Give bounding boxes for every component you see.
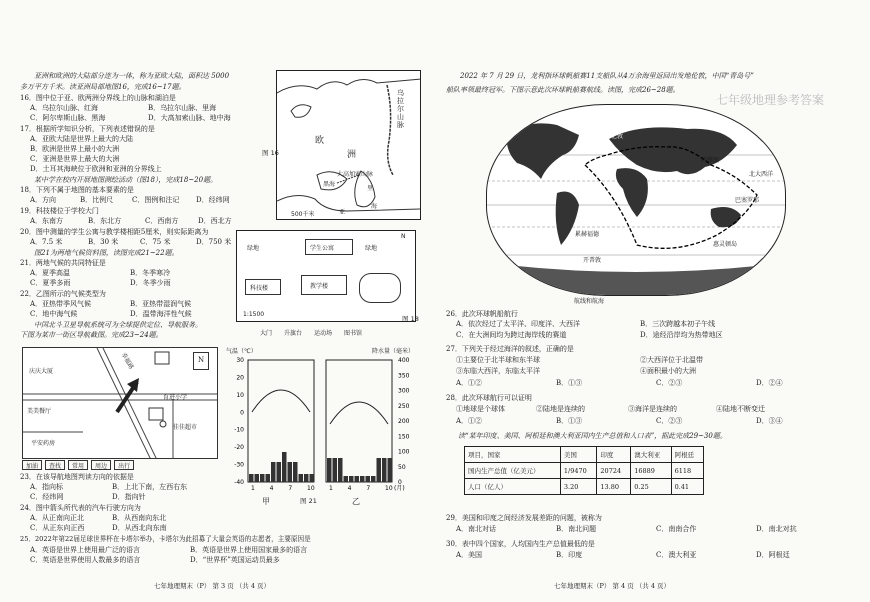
nav-btn-refuel[interactable]: 加油 — [22, 460, 42, 470]
precip-bar — [388, 458, 393, 482]
table-cell: 13.80 — [597, 479, 631, 495]
q26-b: B．三次跨越本初子午线 — [640, 320, 716, 328]
nav-label-road: 幸福路 — [119, 351, 135, 371]
table-header: 印度 — [597, 447, 631, 463]
q17-a: A．亚欧大陆是世界上最大的大陆 — [30, 135, 134, 143]
q28-o4: ④陆地不断变迁 — [716, 405, 765, 413]
fig21-caption: 图 21 — [300, 497, 317, 505]
q20-stem: 20．图中测量的学生公寓与教学楼相距5厘米，则实际距离为 — [20, 228, 209, 236]
q30-c: C．澳大利亚 — [656, 551, 697, 559]
q23-intro-1: 中国北斗卫星导航系统可为全球提供定位、导航服务。 — [34, 321, 202, 329]
q23-d: D．指向针 — [112, 493, 146, 501]
precip-bar — [338, 458, 343, 482]
q23-stem: 23．在该导航地图判读方向的依据是 — [20, 473, 134, 481]
q20-d: D．750 米 — [196, 238, 232, 246]
precip-bar — [333, 458, 338, 482]
q28-d: D．③④ — [756, 417, 783, 425]
intro-line-1: 亚洲和欧洲的大陆部分连为一体，称为亚欧大陆，面积达 5000 — [34, 72, 230, 80]
q23-b: B．上北下南，左西右东 — [112, 483, 188, 491]
precip-bar — [304, 474, 309, 482]
fig21-temp-label: 气温（℃） — [226, 348, 257, 355]
fig18-caption: 图 18 — [402, 315, 419, 323]
table-cell: 人口（亿人） — [465, 479, 561, 495]
q27-b: B．①③ — [556, 379, 583, 387]
q19-d: D．西北方 — [198, 217, 232, 225]
q24-b: B．从西南向东北 — [112, 514, 167, 522]
temp-tick-label: 30 — [236, 357, 244, 364]
nav-label-yujin: 育进小学 — [163, 394, 188, 401]
month-unit-label: (月) — [394, 485, 405, 492]
table-cell: 国内生产总值（亿美元） — [465, 463, 561, 479]
q28-c: C．②③ — [656, 417, 683, 425]
table-cell: 20724 — [597, 463, 631, 479]
fig18-dorm-box — [305, 239, 353, 255]
precip-bar — [260, 474, 265, 482]
q26-c: C．在大洲间均为跨过海岸线的赛道 — [456, 331, 567, 339]
q23-c: C．经纬网 — [30, 493, 64, 501]
q27-c: C．②③ — [656, 379, 683, 387]
fig16-europe-2: 洲 — [347, 150, 357, 160]
precip-bar — [293, 462, 298, 482]
fig18-legend-gate: 大门 — [260, 330, 273, 337]
q22-a: A．亚热带季风气候 — [30, 300, 92, 308]
fig16-europe-1: 欧 — [315, 136, 325, 146]
q28-o1: ①地球是个球体 — [456, 405, 505, 413]
q29-c: C．南南合作 — [656, 525, 697, 533]
temp-tick-label: 0 — [240, 409, 244, 417]
fig18-legend-library: 图书馆 — [344, 330, 363, 337]
direction-arrow-icon — [113, 376, 143, 416]
q26-d: D．途经沿岸均为热带地区 — [640, 331, 723, 339]
right-footer: 七年地理期末（P） 第 4 页 （共 4 页） — [554, 582, 671, 590]
precip-bar — [349, 476, 354, 482]
table-header: 项目，国家 — [465, 447, 561, 463]
q29-b: B．南北问题 — [556, 525, 597, 533]
nav-btn-trip[interactable]: 出行 — [114, 460, 134, 470]
map-label-harbour: 累赫福德 — [575, 231, 600, 238]
q21-intro: 图21为两地气候资料图，读图完成21~22题。 — [34, 249, 179, 257]
fig21-name-jia: 甲 — [262, 497, 270, 506]
q19-stem: 19．科技楼位于学校大门 — [20, 207, 99, 215]
temp-tick-label: -30 — [234, 461, 244, 469]
fig18-legend-track: 运动场 — [314, 330, 333, 337]
nav-label-qingqing: 庆庆大厦 — [29, 368, 54, 375]
table-cell: 0.41 — [671, 479, 703, 495]
nav-toolbar — [22, 460, 218, 470]
fig16-blacksea-label: 黑海 — [323, 181, 336, 188]
month-tick-label: 7 — [288, 485, 293, 492]
precip-bar — [266, 474, 271, 482]
precip-bar — [299, 474, 304, 482]
fig16-map — [276, 70, 421, 220]
q16-b: B．乌拉尔山脉、里海 — [148, 104, 217, 112]
table-header: 美国 — [560, 447, 597, 463]
q30-d: D．阿根廷 — [756, 551, 790, 559]
q29-stem: 29．美国和印度之间经济发展差距的问题，被称为 — [446, 514, 602, 522]
nav-label-pingan: 平安药房 — [31, 440, 56, 447]
fig16-scale-label: 500千米 — [291, 211, 315, 218]
rain-tick-label: 150 — [398, 433, 410, 441]
month-tick-label: 4 — [347, 485, 352, 492]
q19-a: A．东南方 — [30, 217, 64, 225]
precip-bar — [344, 476, 349, 482]
rain-tick-label: 350 — [398, 372, 410, 380]
map-label-sydney: 惠灵顿岛 — [713, 241, 738, 248]
map-label-seattle: 西雅图 — [701, 157, 720, 164]
rain-tick-label: 300 — [398, 387, 410, 395]
q17-b: B．欧洲是世界上最小的大洲 — [30, 145, 120, 153]
precip-bar — [277, 462, 282, 482]
precip-bar — [355, 476, 360, 482]
fig18-green-2: 绿地 — [365, 245, 378, 252]
q18-c: C．图例和注记 — [132, 196, 180, 204]
q25-b: B．英语是世界上使用国家最多的语言 — [190, 546, 308, 554]
q19-b: B．东北方 — [88, 217, 122, 225]
table-cell: 0.25 — [631, 479, 671, 495]
map-legend: 航线和航海 — [574, 298, 605, 305]
table-header: 澳大利亚 — [631, 447, 671, 463]
fig18-scale: 1:1500 — [243, 311, 265, 318]
rain-tick-label: 400 — [398, 357, 410, 364]
q17-c: C．亚洲是世界上最大的大洲 — [30, 155, 120, 163]
q17-d: D．土耳其海峡位于欧洲和亚洲的分界线上 — [30, 165, 162, 173]
map-label-capetown: 开普敦 — [583, 257, 602, 264]
world-route-map — [486, 104, 786, 296]
precip-bar — [249, 474, 254, 482]
fig16-caption: 图 16 — [262, 149, 279, 157]
temp-tick-label: -10 — [234, 426, 244, 434]
fig18-dorm-label: 学生公寓 — [310, 245, 335, 252]
table-cell: 1/9470 — [560, 463, 597, 479]
table-row — [465, 479, 704, 495]
fig18-plan — [236, 230, 416, 322]
fig16-caspian-2: 海 — [371, 203, 378, 210]
precip-bar — [288, 462, 293, 482]
fig16-asia-label: 亚 — [339, 209, 346, 216]
q21-c: C．夏季多雨 — [30, 279, 71, 287]
rain-tick-label: 50 — [398, 463, 406, 471]
table-header-row — [465, 447, 704, 463]
north-arrow-icon: N — [193, 352, 209, 370]
q20-b: B．30 米 — [88, 238, 119, 246]
temperature-curve — [330, 402, 388, 424]
temp-tick-label: -40 — [234, 479, 244, 486]
q29-a: A．南北对话 — [456, 525, 497, 533]
q27-o2: ②大西洋位于北温带 — [640, 356, 703, 364]
fig18-legend — [260, 328, 362, 337]
table-cell: 6118 — [671, 463, 703, 479]
fig16-ural-label: 乌拉尔山脉 — [397, 89, 404, 129]
rain-tick-label: 200 — [398, 418, 410, 425]
q22-b: B．亚热带湿润气候 — [130, 300, 192, 308]
q18-a: A．方向 — [30, 196, 57, 204]
q18-stem: 18．下列不属于地图的基本要素的是 — [20, 186, 134, 194]
q24-c: C．从正东向正西 — [30, 524, 85, 532]
q24-stem: 24．图中箭头所代表的汽车行驶方向为 — [20, 504, 141, 512]
q29-d: D．南北对抗 — [756, 525, 797, 533]
q19-c: C．西南方 — [145, 217, 179, 225]
precip-bar — [366, 476, 371, 482]
q20-a: A．7.5 米 — [30, 238, 63, 246]
fig18-green-1: 绿地 — [247, 245, 260, 252]
rain-tick-label: 250 — [398, 402, 410, 410]
nav-btn-search[interactable]: 查找 — [45, 460, 65, 470]
q30-a: A．美国 — [456, 551, 483, 559]
precip-bar — [371, 476, 376, 482]
precip-bar — [360, 476, 365, 482]
q25-a: A．英语是世界上使用最广泛的语言 — [30, 546, 141, 554]
month-tick-label: 7 — [366, 485, 371, 492]
precip-bar — [382, 458, 387, 482]
q21-b: B．冬季寒冷 — [130, 269, 171, 277]
fig18-tech-label: 科技楼 — [250, 285, 269, 292]
q18-b: B．比例尺 — [80, 196, 114, 204]
q28-stem: 28．此次环球航行可以证明 — [446, 394, 532, 402]
map-label-north-atlantic: 北大西洋 — [749, 171, 774, 178]
q17-stem: 17．根据所学知识分析，下列表述错误的是 — [20, 125, 155, 133]
month-tick-label: 1 — [329, 485, 333, 492]
nav-map-figure — [22, 347, 218, 459]
q27-o3: ③东临大西洋，东临太平洋 — [456, 367, 540, 375]
q24-a: A．从正南向正北 — [30, 514, 85, 522]
q25-d: D．“世界杯”英国运动员最多 — [190, 556, 280, 564]
q21-stem: 21．两地气候的共同特征是 — [20, 259, 106, 267]
table-header: 阿根廷 — [671, 447, 703, 463]
q22-d: D．温带海洋性气候 — [130, 310, 192, 318]
precip-bar — [310, 474, 315, 482]
q16-d: D．大高加索山脉、地中海 — [148, 114, 231, 122]
q27-o4: ④面积最小的大洲 — [640, 367, 696, 375]
q26-stem: 26．此次环球帆船航行 — [446, 310, 518, 318]
q28-a: A．①② — [456, 417, 483, 425]
month-tick-label: 10 — [385, 485, 393, 492]
intro-line-2: 多万平方千米。读亚洲局部地图16，完成16~17题。 — [20, 83, 186, 91]
q30-b: B．印度 — [556, 551, 583, 559]
fig18-north-icon: N — [401, 233, 406, 240]
q29-intro: 读“某年印度、美国、阿根廷和澳大利亚国内生产总值和人口表”，据此完成29~30题。 — [458, 432, 727, 440]
table-cell: 16889 — [631, 463, 671, 479]
q23-a: A．指向标 — [30, 483, 64, 491]
month-tick-label: 1 — [251, 485, 255, 492]
fig18-teach-box — [301, 275, 347, 295]
q25-c: C．英语是世界使用人数最多的语言 — [30, 556, 141, 564]
nav-btn-common[interactable]: 常用 — [68, 460, 88, 470]
fig16-caspian-1: 里 — [367, 185, 374, 192]
fig18-tech-box — [245, 279, 281, 295]
q18-intro: 某中学在校内开展地图测绘活动（图18），完成18~20题。 — [34, 176, 218, 184]
map-label-barcelona: 巴塞罗那 — [735, 197, 760, 204]
precip-bar — [255, 474, 260, 482]
temp-tick-label: 20 — [236, 374, 244, 382]
temperature-curve — [252, 390, 310, 412]
precip-bar — [327, 458, 332, 482]
q28-b: B．①③ — [556, 417, 583, 425]
precip-bar — [271, 462, 276, 482]
q16-c: C．阿尔卑斯山脉、黑海 — [30, 114, 106, 122]
fig16-caucasus-label: 大高加索山脉 — [337, 171, 374, 178]
precip-bar — [377, 458, 382, 482]
q25-stem: 25．2022年第22届足球世界杯在卡塔尔举办，卡塔尔为此招募了大量会英语的志愿者，主要原因是 — [20, 535, 311, 543]
temp-tick-label: 10 — [236, 391, 244, 399]
q27-stem: 27．下列关于经过海洋的叙述，正确的是 — [446, 345, 574, 353]
q21-d: D．冬季少雨 — [130, 279, 171, 287]
nav-btn-nearby[interactable]: 周边 — [91, 460, 111, 470]
map-label-london: 伦敦 — [611, 133, 624, 140]
table-row — [465, 463, 704, 479]
fig21-climate-chart — [226, 354, 426, 494]
fig21-name-yi: 乙 — [352, 497, 360, 506]
month-tick-label: 4 — [269, 485, 274, 492]
fig18-track-icon — [359, 273, 401, 303]
q16-stem: 16．图中位于亚、欧两洲分界线上的山脉和湖泊是 — [20, 94, 176, 102]
left-footer: 七年地理期末（P） 第 3 页 （共 4 页） — [154, 582, 271, 590]
gdp-table — [464, 446, 704, 495]
q27-a: A．①② — [456, 379, 483, 387]
fig18-legend-flag: 升旗台 — [284, 330, 303, 337]
q23-intro-2: 下图为某市一街区导航截图。完成23~24题。 — [20, 331, 163, 339]
q26-a: A．依次经过了太平洋、印度洋、大西洋 — [456, 320, 581, 328]
q27-o1: ①主要位于北半球和东半球 — [456, 356, 540, 364]
nav-label-jiajia: 佳佳超市 — [173, 424, 198, 431]
fig18-teach-label: 教学楼 — [310, 283, 329, 290]
q30-stem: 30．表中四个国家，人均国内生产总值最低的是 — [446, 540, 595, 548]
q28-o3: ③海洋是连续的 — [628, 405, 677, 413]
table-cell: 3.20 — [560, 479, 597, 495]
month-tick-label: 10 — [307, 485, 315, 492]
rain-tick-label: 0 — [398, 479, 402, 486]
fig21-rain-label: 降水量（毫米） — [372, 348, 415, 355]
header-shadow-text: 七年级地理参考答案 — [716, 93, 825, 107]
q22-stem: 22．乙图所示的气候类型为 — [20, 290, 106, 298]
q28-o2: ②陆地是连续的 — [536, 405, 585, 413]
r-intro-line-1: 2022 年 7 月 29 日，龙利指环球帆船赛11支船队从4万余海里返回出发地伦敦，中国“青岛号” — [460, 72, 754, 80]
q22-c: C．地中海气候 — [30, 310, 78, 318]
nav-label-meimei: 美美餐厅 — [27, 408, 52, 415]
q20-c: C．75 米 — [140, 238, 171, 246]
q18-d: D．经纬网 — [196, 196, 230, 204]
r-intro-line-2: 船队率领最终冠军。下图示意此次环球帆船赛航线。读图，完成26~28题。 — [446, 86, 680, 94]
q24-d: D．从西北向东南 — [112, 524, 167, 532]
q16-a: A．乌拉尔山脉、红海 — [30, 104, 99, 112]
rain-tick-label: 100 — [398, 448, 410, 456]
temp-tick-label: -20 — [234, 444, 244, 452]
precip-bar — [282, 452, 287, 482]
q21-a: A．夏季高温 — [30, 269, 71, 277]
q27-d: D．②④ — [756, 379, 783, 387]
